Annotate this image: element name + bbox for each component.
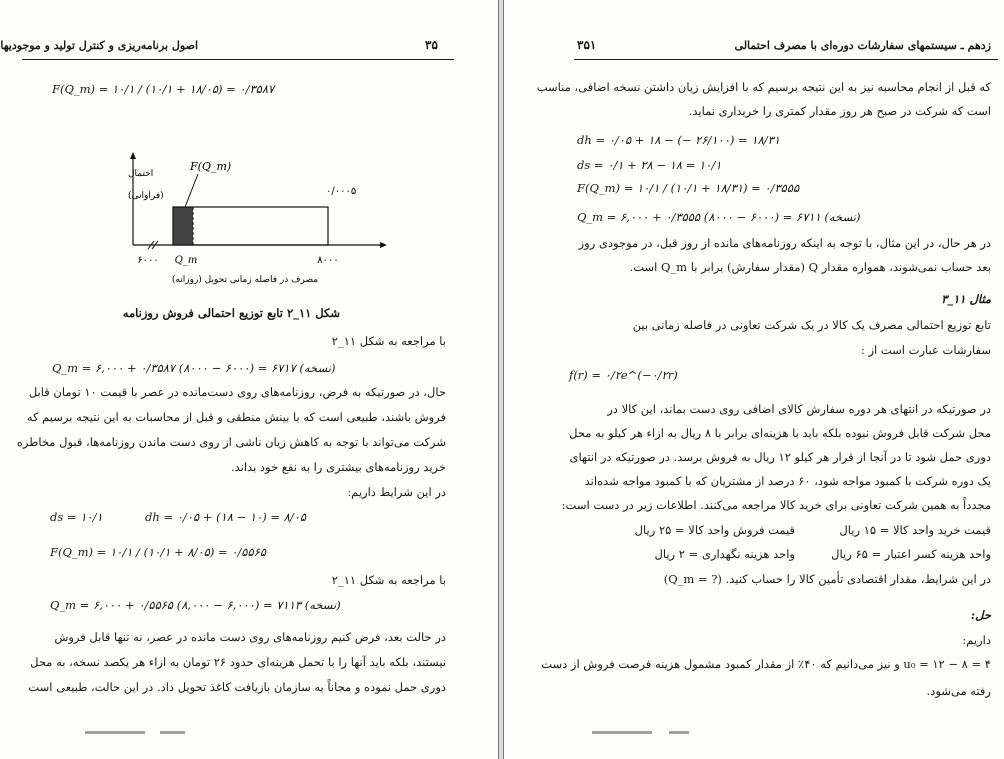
formula-mid: F(Q_m) = ۱۰/۱ / (۱۰/۱ + ۸/۰۵) = ۰/۵۵۶۵	[50, 545, 267, 559]
running-title: اصول برنامه‌ریزی و کنترل تولید و موجودیها	[0, 39, 198, 52]
uniform-box	[173, 207, 328, 245]
question-text: در این شرایط، مقدار اقتصادی تأمین کالا را حساب کنید. (? = Q_m)	[663, 572, 991, 586]
tick-left: ۶۰۰۰	[137, 255, 159, 266]
scan-smudge	[592, 731, 652, 734]
we-have-text: داریم:	[962, 633, 991, 647]
para4-line3: دوری حمل شود تا در آنجا از قرار هر کیلو ۱۲ ریال به فروش برسد. در صورتیکه در انتهای	[569, 450, 991, 464]
scan-smudge	[85, 731, 145, 734]
box-value: ۰/۰۰۰۵	[326, 186, 357, 197]
running-title: زدهم ـ سیستمهای سفارشات دوره‌ای با مصرف احتمالی	[734, 39, 991, 52]
x-axis-arrow	[380, 242, 387, 248]
para1-line3: شرکت می‌تواند با توجه به کاهش زیان ناشی از روی دست ماندن روزنامه‌ها، قبول مخاطره	[16, 435, 446, 449]
info-purchase-price: قیمت خرید واحد کالا = ۱۵ ریال	[839, 523, 991, 537]
page-number: ۳۵۱	[577, 38, 597, 52]
y-axis-arrow	[130, 152, 136, 159]
figure-caption: شکل ۱۱_۲ تابع توزیع احتمالی فروش روزنامه	[122, 306, 340, 320]
reference-2: با مراجعه به شکل ۱۱_۲	[331, 573, 446, 587]
para2-line1: در هر حال، در این مثال، با توجه به اینکه روزنامه‌های مانده از روز قبل، در موجودی روز	[578, 236, 991, 250]
para2-line2: نیستند، بلکه باید آنها را با تحمل هزینه‌ای حدود ۲۶ تومان به ازاء هر یکصد نسخه، به محل	[30, 655, 446, 669]
header-rule	[574, 59, 998, 60]
para5-line2: رفته می‌شود.	[926, 684, 991, 698]
x-caption: مصرف در فاصله زمانی تحویل (روزانه)	[171, 275, 319, 285]
tick-qm: Q_m	[174, 255, 198, 266]
ds-equation: ds = ۱۰/۱	[50, 510, 103, 524]
para4-line1: در صورتیکه در انتهای هر دوره سفارش کالای اضافی روی دست بماند، این کالا در	[607, 402, 991, 416]
page-number: ۳۵	[425, 38, 438, 52]
info-selling-price: قیمت فروش واحد کالا = ۲۵ ریال	[634, 523, 795, 537]
qm-equation: Q_m = ۶,۰۰۰ + ۰/۳۵۵۵ (۸۰۰۰ − ۶۰۰۰) = ۶۷۱۱ (نسخه)	[577, 210, 861, 224]
example-title: مثال ۱۱_۳	[941, 292, 991, 306]
para3-line1: تابع توزیع احتمالی مصرف یک کالا در یک شرکت تعاونی در فاصله زمانی بین	[632, 318, 991, 332]
left-page	[0, 0, 499, 759]
right-page-header	[504, 38, 1004, 56]
para4-line2: محل شرکت قابل فروش نبوده بلکه باید با هزینه‌ای برابر با ۸ ریال به ازاء هر کیلو به محل	[569, 426, 991, 440]
para2-line2: بعد حساب نمی‌شوند، همواره مقدار Q (مقدار سفارش) برابر با Q_m است.	[629, 260, 991, 274]
fq-label: F(Q_m)	[190, 160, 232, 173]
right-page	[503, 0, 1004, 759]
para1-line2: است که شرکت در صبح هر روز مقدار کمتری را خریداری نماید.	[688, 104, 991, 118]
y-label-2: (فراوانی)	[128, 191, 164, 201]
qm-result-2: Q_m = ۶,۰۰۰ + ۰/۵۵۶۵ (۸,۰۰۰ − ۶,۰۰۰) = ۷۱۱۳ (نسخه)	[50, 598, 341, 612]
info-shortage-cost: واحد هزینه کسر اعتبار = ۶۵ ریال	[831, 547, 991, 561]
para1-line2: فروش باشند، طبیعی است که با بینش منطقی و قبل از محاسبات به این نتیجه برسیم که	[26, 410, 446, 424]
dh-equation: dh = ۰/۰۵ + ۱۸ − (− ۲۶/۱۰۰) = ۱۸/۳۱	[577, 133, 780, 147]
para2-line3: دوری حمل نموده و مجاناً به سازمان بازیافت کاغذ تحویل داد. در این حالت، طبیعی است	[28, 680, 446, 694]
f-equation: F(Q_m) = ۱۰/۱ / (۱۰/۱ + ۱۸/۳۱) = ۰/۳۵۵۵	[577, 181, 800, 195]
formula-top: F(Q_m) = ۱۰/۱ / (۱۰/۱ + ۱۸/۰۵) = ۰/۳۵۸۷	[52, 82, 275, 96]
tick-right: ۸۰۰۰	[317, 255, 339, 266]
para5-line1: u₀ = ۱۲ − ۸ = ۴ و نیز می‌دانیم که ۴۰٪ از مقدار کمبود مشمول هزینه فرصت فروش از دست	[541, 657, 991, 671]
info-holding-cost: واحد هزینه نگهداری = ۲ ریال	[654, 547, 795, 561]
ds-equation: ds = ۰/۱ + ۲۸ − ۱۸ = ۱۰/۱	[577, 158, 722, 172]
para1-line1: حال، در صورتیکه به فرض، روزنامه‌های روی دست‌مانده در عصر با قیمت ۱۰ تومان قابل	[28, 385, 446, 399]
probability-diagram	[90, 152, 390, 292]
y-label-1: احتمال	[128, 169, 154, 179]
fr-equation: f(r) = ۰/۲e^(−۰/۲r)	[569, 368, 678, 382]
reference-1: با مراجعه به شکل ۱۱_۲	[331, 334, 446, 348]
para4-line5: مجدداً به همین شرکت تعاونی برای خرید کالا مراجعه می‌کنند. اطلاعات زیر در دست است:	[561, 498, 991, 512]
para1-line4: خرید روزنامه‌های بیشتری را به نفع خود بداند.	[230, 460, 446, 474]
para3-line2: سفارشات عبارت است از :	[860, 343, 991, 357]
dh-equation: dh = ۰/۰۵ + (۱۸ − ۱۰) = ۸/۰۵	[145, 510, 307, 524]
left-page-header	[0, 38, 498, 56]
para4-line4: یک دوره شرکت با کمبود مواجه شود، ۶۰ درصد از مشتریان که با کمبود مواجه شده‌اند	[584, 474, 991, 488]
solution-title: حل:	[970, 608, 991, 622]
header-rule	[22, 59, 454, 60]
conditions-text: در این شرایط داریم:	[347, 485, 446, 499]
shaded-region	[173, 207, 193, 245]
qm-result-1: Q_m = ۶,۰۰۰ + ۰/۳۵۸۷ (۸۰۰۰ − ۶۰۰۰) = ۶۷۱۷ (نسخه)	[52, 361, 336, 375]
para1-line1: که قبل از انجام محاسبه نیز به این نتیجه برسیم که با افزایش زیان داشتن نسخه اضافی، مناسب	[536, 80, 991, 94]
fq-pointer	[185, 174, 198, 207]
para2-line1: در حالت بعد، فرض کنیم روزنامه‌های روی دست مانده در عصر، نه تنها قابل فروش	[54, 630, 446, 644]
